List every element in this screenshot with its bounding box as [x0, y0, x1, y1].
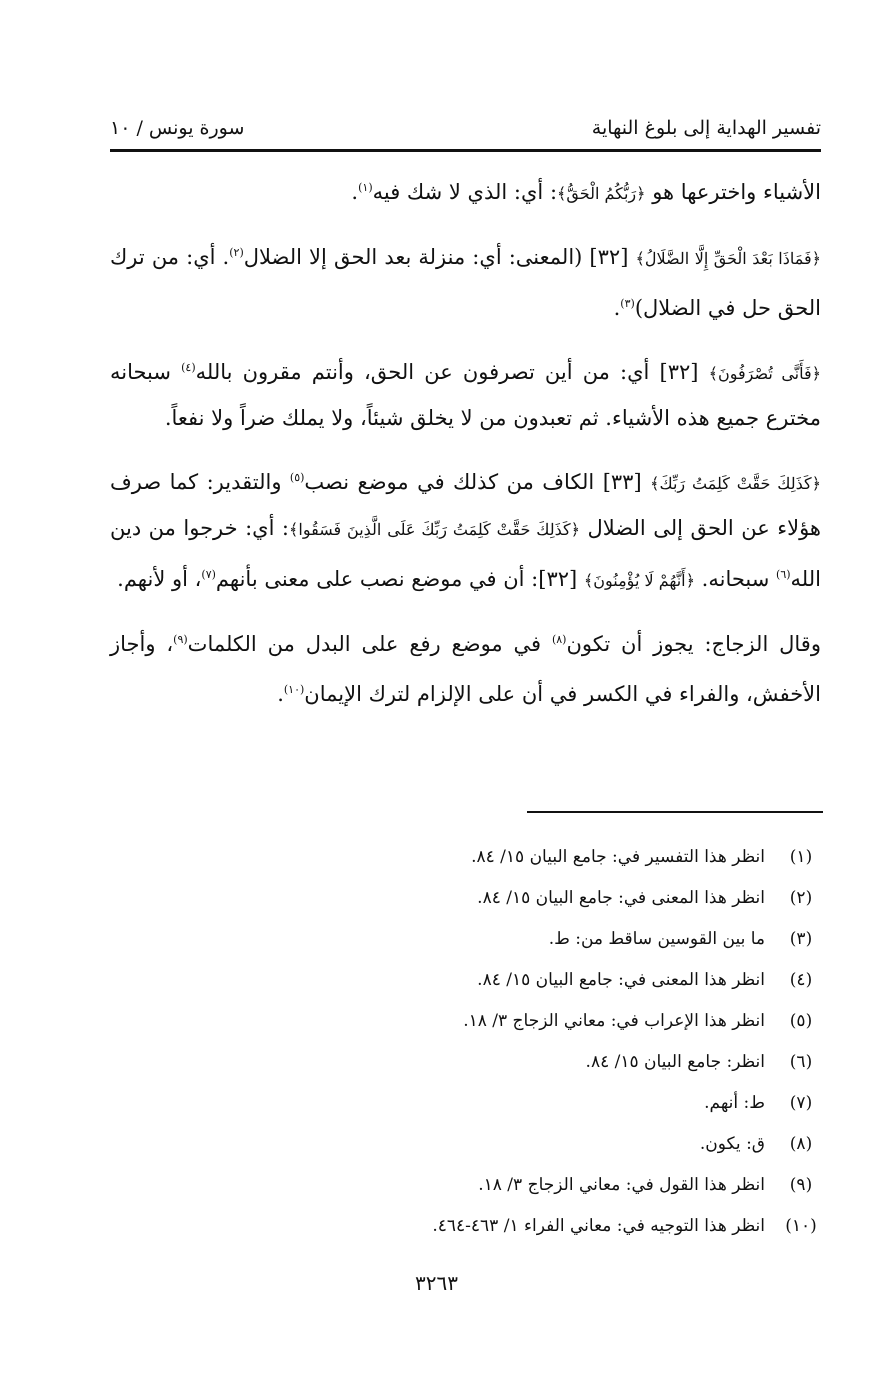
- footnote-number: (٥): [789, 1010, 813, 1031]
- paragraph: ﴿فَأَنَّى تُصْرَفُونَ﴾ [٣٢] أي: من أين تصرفون عن الحق، وأنتم مقرون بالله$^{(٤)}$ سبحانه مخترع جميع هذه الأشياء. ثم تعبدون من لا يخلق شيئاً، ولا يملك ضراً ولا نفعاً.: [110, 360, 822, 430]
- footnote: [300, 1000, 825, 1041]
- header-rule: [110, 149, 821, 152]
- paragraph: الأشياء واخترعها هو ﴿رَبُّكُمُ الْحَقُّ﴾: أي: الذي لا شك فيه$^{(١)}$.: [351, 180, 821, 204]
- main-text: [110, 165, 821, 717]
- footnote-ref[interactable]: (١): [358, 181, 373, 194]
- quran-citation: ﴿كَذَلِكَ حَقَّتْ كَلِمَتُ رَبِّكَ﴾: [650, 474, 822, 493]
- footnote-ref[interactable]: (٧): [201, 568, 216, 581]
- page-number: ٣٢٦٣: [415, 1271, 458, 1295]
- footnote-text: ما بين القوسين ساقط من: ط.: [548, 928, 765, 949]
- paragraph: ﴿فَمَاذَا بَعْدَ الْحَقِّ إِلَّا الضَّلَالُ﴾ [٣٢] (المعنى: أي: منزلة بعد الحق إلا الضلال$^{(٢)}$. أي: من ترك الحق حل في الضلال)$^{(٣)}$.: [110, 245, 822, 320]
- quran-citation: ﴿رَبُّكُمُ الْحَقُّ﴾: [557, 184, 646, 203]
- paragraph: ﴿كَذَلِكَ حَقَّتْ كَلِمَتُ رَبِّكَ﴾ [٣٣] الكاف من كذلك في موضع نصب$^{(٥)}$ والتقدير: كما صرف هؤلاء عن الحق إلى الضلال ﴿كَذَلِكَ حَقَّتْ كَلِمَتُ رَبِّكَ عَلَى الَّذِينَ فَسَقُوا﴾: أي: خرجوا من دين الله$^{(٦)}$ سبحانه. ﴿أَنَّهُمْ لَا يُؤْمِنُونَ﴾ [٣٢]: أن في موضع نصب على معنى بأنهم$^{(٧)}$، أو لأنهم.: [110, 470, 822, 591]
- footnote: [300, 1082, 825, 1123]
- footnote: [300, 918, 825, 959]
- footnote-text: انظر هذا الإعراب في: معاني الزجاج ٣/ ١٨.: [463, 1010, 765, 1031]
- footnote: [300, 1205, 825, 1246]
- footnote-ref[interactable]: (٩): [173, 633, 188, 646]
- footnote-ref[interactable]: (٣): [620, 297, 635, 310]
- quran-citation: ﴿فَأَنَّى تُصْرَفُونَ﴾: [708, 364, 822, 383]
- footnote: [300, 877, 825, 918]
- footnotes-list: [300, 836, 825, 1246]
- footnote-number: (٤): [789, 969, 813, 990]
- footnote-ref[interactable]: (٦): [776, 568, 791, 581]
- footnote-text: انظر هذا التوجيه في: معاني الفراء ١/ ٤٦٣-٤٦٤.: [432, 1215, 765, 1236]
- footnote-ref[interactable]: (٥): [289, 471, 305, 484]
- quran-citation: ﴿فَمَاذَا بَعْدَ الْحَقِّ إِلَّا الضَّلَالُ﴾: [635, 249, 822, 268]
- footnote-number: (١): [789, 846, 813, 867]
- quran-citation: ﴿كَذَلِكَ حَقَّتْ كَلِمَتُ رَبِّكَ عَلَى الَّذِينَ فَسَقُوا﴾: [289, 520, 581, 539]
- footnote-rule: [527, 811, 823, 813]
- footnote-text: انظر هذا القول في: معاني الزجاج ٣/ ١٨.: [478, 1174, 765, 1195]
- footnote-number: (٦): [789, 1051, 813, 1072]
- footnote: [300, 1164, 825, 1205]
- book-title: تفسير الهداية إلى بلوغ النهاية: [591, 117, 821, 139]
- footnote-number: (٨): [789, 1133, 813, 1154]
- footnote-number: (٧): [789, 1092, 813, 1113]
- footnote-number: (٩): [789, 1174, 813, 1195]
- footnote-text: انظر هذا التفسير في: جامع البيان ١٥/ ٨٤.: [471, 846, 765, 867]
- paragraph: وقال الزجاج: يجوز أن تكون$^{(٨)}$ في موضع رفع على البدل من الكلمات$^{(٩)}$، وأجاز الأخفش، والفراء في الكسر في أن على الإلزام لترك الإيمان$^{(١٠)}$.: [110, 632, 821, 706]
- footnote-ref[interactable]: (٨): [551, 633, 567, 646]
- footnote-text: انظر: جامع البيان ١٥/ ٨٤.: [585, 1051, 765, 1072]
- footnote-text: انظر هذا المعنى في: جامع البيان ١٥/ ٨٤.: [477, 969, 765, 990]
- footnote-text: انظر هذا المعنى في: جامع البيان ١٥/ ٨٤.: [477, 887, 765, 908]
- footnote: [300, 1123, 825, 1164]
- quran-citation: ﴿أَنَّهُمْ لَا يُؤْمِنُونَ﴾: [583, 571, 695, 590]
- footnote-ref[interactable]: (١٠): [283, 683, 305, 696]
- footnote-ref[interactable]: (٢): [229, 246, 244, 259]
- footnote-text: ط: أنهم.: [704, 1092, 765, 1113]
- footnote-ref[interactable]: (٤): [181, 361, 196, 374]
- footnote-number: (٣): [789, 928, 813, 949]
- running-header: [110, 112, 821, 144]
- surah-label: سورة يونس / ١٠: [110, 117, 245, 139]
- footnote: [300, 1041, 825, 1082]
- footnote: [300, 959, 825, 1000]
- footnote-text: ق: يكون.: [699, 1133, 765, 1154]
- footnote: [300, 836, 825, 877]
- footnote-number: (٢): [789, 887, 813, 908]
- footnote-number: (١٠): [785, 1215, 817, 1236]
